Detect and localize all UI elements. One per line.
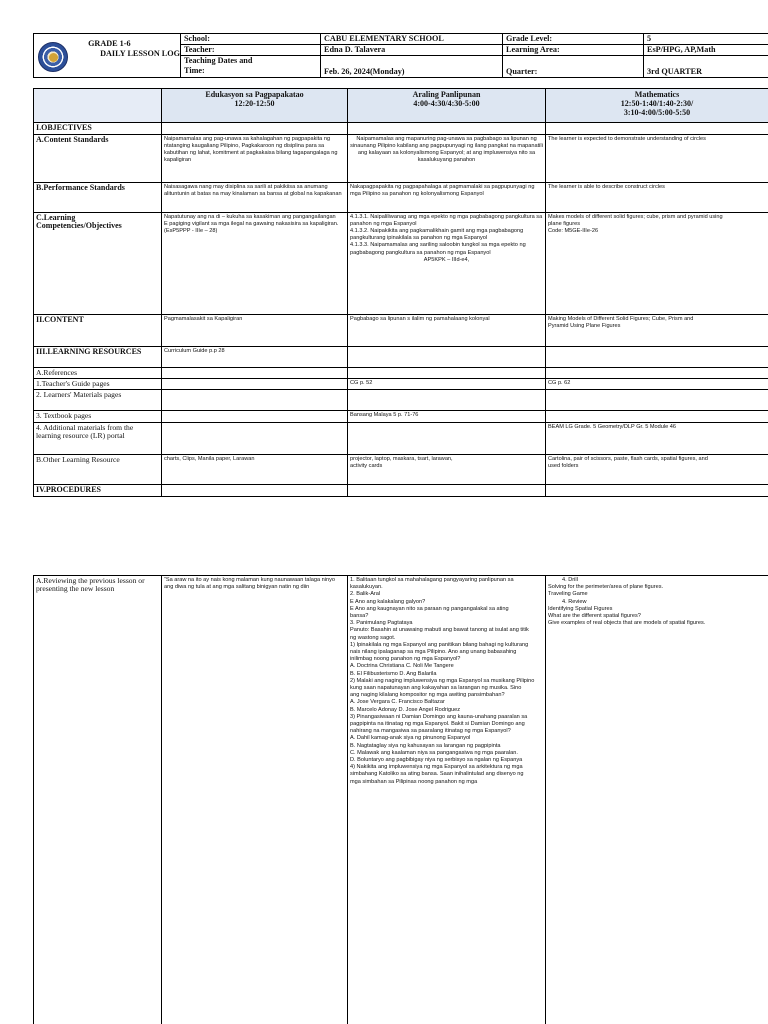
learning-resources-label: III.LEARNING RESOURCES — [34, 346, 162, 367]
ap-other — [348, 454, 546, 484]
cell-empty — [348, 367, 546, 378]
esp-content: Pagmamalasakit sa Kapaligiran — [162, 314, 348, 346]
esp-resources: Curriculum Guide p.p 28 — [162, 346, 348, 367]
math-review-line: Solving for the perimeter/area of plane figures. — [548, 584, 664, 591]
ap-performance: Nakapagpapakita ng pagpapahalaga at pagmamalaki sa pagpupunyagi ng mga Pilipino sa panahon ng kolonyalismong Espanyol — [348, 182, 546, 212]
ap-review-line: nahirang na mangasiwa sa paaralang itinatag ng mga Espanyol? — [350, 728, 511, 735]
math-drill-heading: 4. Drill — [562, 577, 578, 583]
ap-review-line: pagpipinta na itinatag ng mga Espanyol. Bakit si Damian Domingo ang — [350, 721, 525, 728]
cell-empty — [546, 484, 768, 496]
esp-comp-line: (EsP5PPP - IIIe – 28) — [164, 228, 218, 234]
competencies-label: C.Learning Competencies/Objectives — [34, 212, 162, 314]
math-review-line: Give examples of real objects that are models of spatial figures. — [548, 620, 706, 627]
ap-review-line: inilimbag noong panahon ng mga Espanyol? — [350, 656, 461, 663]
math-teachers-guide: CG p. 62 — [546, 378, 768, 389]
ap-reviewing — [348, 576, 546, 1024]
cell-empty — [348, 422, 546, 454]
ap-review-line: E Ano ang kalakalang galyon? — [350, 598, 426, 605]
math-other — [546, 454, 768, 484]
ap-review-line: A. Dahil kamag-anak siya ng pinunong Espanyol — [350, 735, 471, 742]
ap-other-line: activity cards — [350, 462, 383, 469]
col-esp-title: Edukasyon sa Pagpapakatao — [205, 90, 304, 99]
ap-competencies — [348, 212, 546, 314]
quarter-label: Quarter: — [503, 56, 644, 78]
ap-review-line: bansa? — [350, 613, 369, 620]
performance-standards-label: B.Performance Standards — [34, 182, 162, 212]
ap-review-line: 1. Balitaan tungkol sa mahahalagang pangyayaring panlipunan sa — [350, 577, 514, 583]
cell-empty — [348, 389, 546, 410]
ap-review-line: 4) Nakikita ang impluwensiya ng mga Espanyol sa arkitektura ng mga — [350, 764, 523, 771]
math-other-line: used folders — [548, 462, 579, 469]
school-value: CABU ELEMENTARY SCHOOL — [321, 34, 503, 45]
ap-review-line: 2) Malaki ang naging impluwensiya ng mga Espanyol sa musikang Pilipino — [350, 677, 535, 684]
esp-reviewing: “Sa araw na ito ay nais kong malaman kung naunawaan talaga ninyo ang diwa ng tula at ang mga salitang binigyan natin ng diin — [162, 576, 348, 1024]
cell-empty — [546, 410, 768, 422]
math-additional: BEAM LG Grade. 5 Geometry/DLP Gr. 5 Module 46 — [546, 422, 768, 454]
grade-label: GRADE 1-6 — [88, 39, 131, 48]
ap-content-standards: Naipamamalas ang mapanuring pag-unawa sa pagbabago sa lipunan ng sinaunang Pilipino kabilang ang pagpupunyagi ng ilang pangkat na mapanatili ang kalayaan sa kolonyalismong Espanyol; at ang impluwensiya nito sa kasalukuyang panahon — [348, 134, 546, 182]
math-review-line: Identifying Spatial Figures — [548, 605, 613, 612]
ap-review-line: B. Nagtataglay siya ng kahusayan sa larangan ng pagpipinta — [350, 742, 501, 749]
cell-empty — [162, 123, 348, 135]
ap-review-line: B. Marcelo Adonay D. Jose Angel Rodriguez — [350, 706, 461, 713]
cell-empty — [546, 367, 768, 378]
ap-review-line: A. Doctrina Christiana C. Noli Me Tangere — [350, 663, 454, 670]
grade-level-label: Grade Level: — [503, 34, 644, 45]
cell-empty — [546, 346, 768, 367]
dates-label-line2: Time: — [184, 66, 205, 75]
math-performance: The learner is able to describe construct circles — [546, 182, 768, 212]
learning-area-label: Learning Area: — [503, 45, 644, 56]
ap-review-line: A. Jose Vergara C. Francisco Baltazar — [350, 699, 445, 706]
ap-review-line: ang naging kilalang kompositor ng mga awiting pansimbahan? — [350, 692, 505, 699]
math-content-line: Pyramid Using Plane Figures — [548, 322, 621, 329]
ap-comp-line: AP5KPK – IIId-e4, — [423, 256, 470, 263]
esp-comp-line: E pagiging vigilant sa mga ilegal na gawaing nakasisira sa kapaligiran. — [164, 220, 339, 227]
math-content-standards: The learner is expected to demonstrate understanding of circles — [546, 134, 768, 182]
dates-label — [181, 56, 321, 78]
cell-empty — [348, 484, 546, 496]
dates-value: Feb. 26, 2024(Monday) — [321, 56, 503, 78]
procedures-label: IV.PROCEDURES — [34, 484, 162, 496]
additional-materials-label: 4. Additional materials from the learning resource (LR) portal — [34, 422, 162, 454]
ap-review-line: 1) Ipinakilala ng mga Espanyol ang panitikan bilang bahagi ng kulturang — [350, 641, 529, 648]
lesson-table — [33, 88, 768, 497]
references-label: A.References — [34, 367, 162, 378]
cell-empty — [162, 410, 348, 422]
esp-comp-line: Napatutunay ang na di – kukuha sa kasakiman ang pangangailangan — [164, 213, 336, 220]
ap-comp-line: pagbabagong pangkultura sa panahon ng mga Espanyol — [350, 249, 491, 256]
ap-teachers-guide: CG p. 52 — [348, 378, 546, 389]
ap-comp-line: pangkulturang ipinakilala sa panahon ng mga Espanyol — [350, 235, 488, 242]
cell-empty — [162, 378, 348, 389]
esp-other: charts, Clips, Manila paper, Larawan — [162, 454, 348, 484]
ap-review-line: E Ano ang kaugnayan nito sa paraan ng pangangalakal sa ating — [350, 605, 509, 612]
procedures-table — [33, 575, 768, 1024]
header-table — [33, 33, 768, 78]
col-header-esp — [162, 89, 348, 123]
textbook-label: 3. Textbook pages — [34, 410, 162, 422]
ap-content: Pagbabago sa lipunan s ilalim ng pamahalaang kolonyal — [348, 314, 546, 346]
math-review-line: Traveling Game — [548, 591, 588, 598]
content-standards-label: A.Content Standards — [34, 134, 162, 182]
ap-review-line: kasalukuyan. — [350, 584, 383, 591]
math-review-heading: 4. Review — [562, 598, 587, 605]
col-ap-time: 4:00-4:30/4:30-5:00 — [413, 99, 480, 108]
reviewing-lesson-label: A.Reviewing the previous lesson or presenting the new lesson — [34, 576, 162, 1024]
ap-comp-line: 4.1.3.2. Naipakikita ang pagkamalikhain gamit ang mga pagbabagong — [350, 228, 524, 234]
ap-review-line: 3. Panimulang Pagtataya — [350, 620, 413, 627]
ap-review-line: mga simbahan sa Pilipinas noong panahon ng mga — [350, 778, 478, 785]
school-label: School: — [181, 34, 321, 45]
ap-comp-line: 4.1.3.3. Naipamamalas ang sariling saloobin tungkol sa mga epekto ng — [350, 242, 526, 249]
learning-area-value: EsP/HPG, AP,Math — [644, 45, 768, 56]
math-comp-line: Makes models of different solid figures; cube, prism and pyramid using — [548, 213, 723, 220]
cell-empty — [162, 484, 348, 496]
cell-empty — [162, 422, 348, 454]
content-label: II.CONTENT — [34, 314, 162, 346]
esp-performance: Naisasagawa nang may disiplina sa sarili at pakikiisa sa anumang alituntunin at batas na may kinalaman sa bansa at global na kapakanan — [162, 182, 348, 212]
log-title: DAILY LESSON LOG — [100, 49, 180, 58]
math-review-line: What are the different spatial figures? — [548, 613, 641, 620]
ap-review-line: D. Boluntaryo ang pagbibigay niya ng serbisyo sa ngalan ng Espanya — [350, 757, 523, 764]
learners-materials-label: 2. Learners' Materials pages — [34, 389, 162, 410]
ap-comp-line: 4.1.3.1. Naipaliliwanag ang mga epekto ng mga pagbabagong pangkultura sa — [350, 213, 543, 220]
math-comp-line: Code: M5GE-IIIe-26 — [548, 228, 599, 234]
corner-cell — [34, 89, 162, 123]
quarter-value: 3rd QUARTER — [644, 56, 768, 78]
math-competencies — [546, 212, 768, 314]
cell-empty — [162, 367, 348, 378]
other-resources-label: B.Other Learning Resource — [34, 454, 162, 484]
col-esp-time: 12:20-12:50 — [234, 99, 275, 108]
ap-other-line: projector, laptop, maskara, tsart, larawan, — [350, 455, 453, 462]
ap-comp-line: panahon ng mga Espanyol — [350, 220, 417, 227]
cell-empty — [348, 123, 546, 135]
teacher-value: Edna D. Talavera — [321, 45, 503, 56]
ap-review-line: B. El Filibusterismo D. Ang Balarila — [350, 670, 437, 677]
col-math-time: 12:50-1:40/1:40-2:30/ — [620, 99, 694, 108]
math-content — [546, 314, 768, 346]
math-comp-line: plane figures — [548, 220, 581, 227]
objectives-label: I.OBJECTIVES — [34, 123, 162, 135]
grade-level-value: 5 — [644, 34, 768, 45]
deped-seal-icon — [38, 42, 68, 72]
ap-review-line: nais nilang ipalaganap sa mga Pilipino. Ano ang unang babasahing — [350, 649, 517, 656]
col-math-title: Mathematics — [634, 90, 680, 99]
teacher-label: Teacher: — [181, 45, 321, 56]
dates-label-line1: Teaching Dates and — [184, 56, 253, 65]
ap-review-line: C. Malawak ang kaalaman niya sa pangangasiwa ng mga paaralan. — [350, 749, 518, 756]
math-other-line: Cartolina, pair of scissors, paste, flash cards, spatial figures, and — [548, 455, 708, 462]
esp-content-standards: Naipamamalas ang pag-unawa sa kahalagahan ng pagpapakita ng ntatanging kaugaliang Pilipino, Pagkakaroon ng disiplina para sa kabutihan ng lahat, komitment at pagkakaisa bilang tagapangalaga ng kapaligiran — [162, 134, 348, 182]
ap-textbook: Bansang Malaya 5 p. 71-76 — [348, 410, 546, 422]
cell-empty — [546, 389, 768, 410]
col-header-math — [546, 89, 768, 123]
math-reviewing — [546, 576, 768, 1024]
ap-review-line: 3) Pinangasiwaan ni Damian Domingo ang kauna-unahang paaralan sa — [350, 713, 528, 720]
ap-review-line: simbahang Katoliko sa ating bansa. Saan inihalintulad ang disenyo ng — [350, 771, 524, 778]
teachers-guide-label: 1.Teacher's Guide pages — [34, 378, 162, 389]
cell-empty — [348, 346, 546, 367]
ap-review-line: kung saan napatunayan ang kakayahan sa larangan ng musika. Sino — [350, 685, 522, 692]
ap-review-line: 2. Balik-Aral — [350, 591, 381, 598]
cell-empty — [546, 123, 768, 135]
ap-review-line: Panuto: Basahin at unawaing mabuti ang bawat tanong at isulat ang titik — [350, 627, 529, 634]
col-math-time2: 3:10-4:00/5:00-5:50 — [623, 108, 691, 117]
cell-empty — [162, 389, 348, 410]
col-ap-title: Araling Panlipunan — [412, 90, 481, 99]
ap-review-line: ng wastong sagot. — [350, 634, 396, 641]
esp-competencies — [162, 212, 348, 314]
math-content-line: Making Models of Different Solid Figures; Cube, Prism and — [548, 315, 694, 322]
col-header-ap — [348, 89, 546, 123]
header-title-cell — [34, 34, 181, 78]
